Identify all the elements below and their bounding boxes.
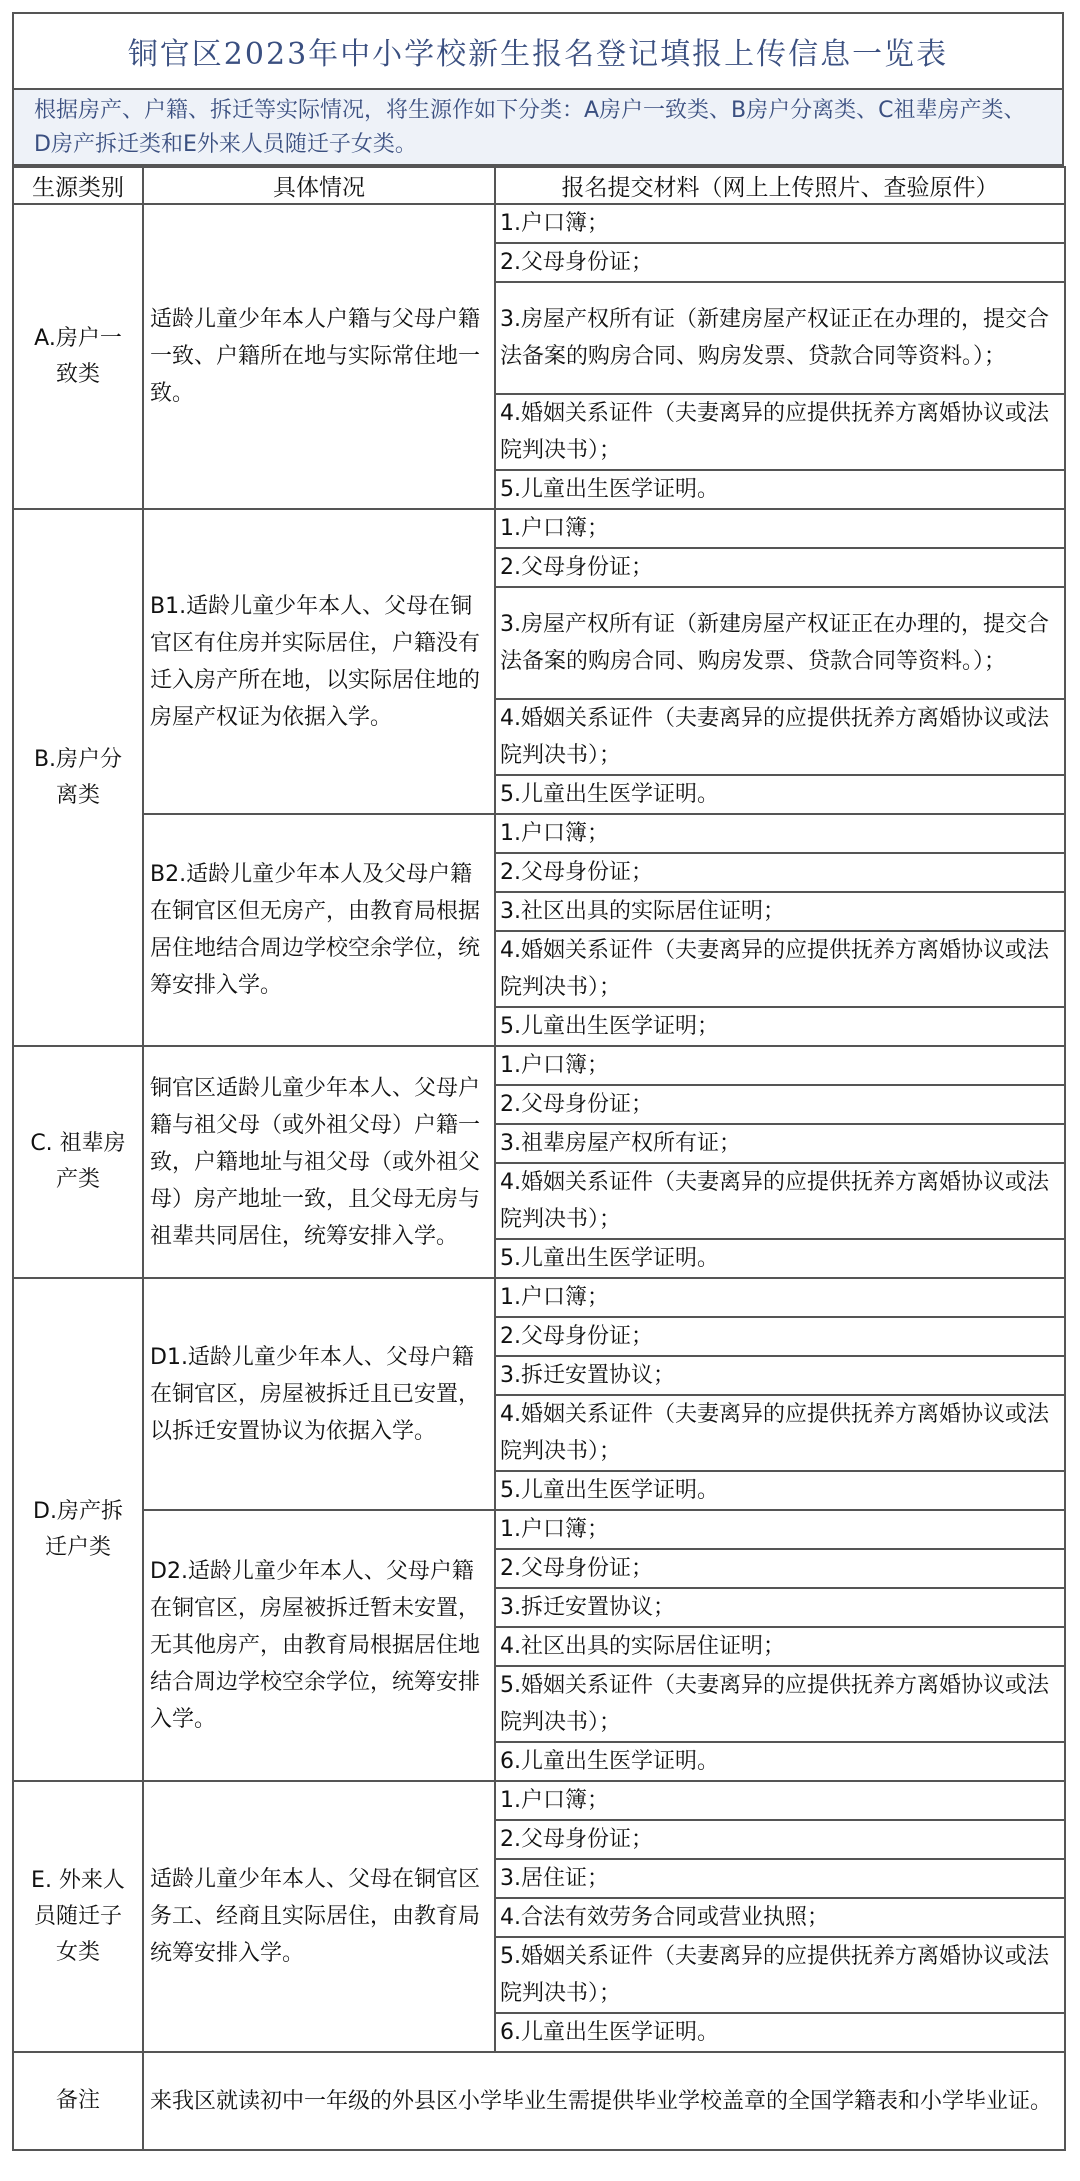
material-item: 1.户口簿； (495, 204, 1065, 243)
material-item: 4.社区出具的实际居住证明； (495, 1627, 1065, 1666)
material-item: 2.父母身份证； (495, 1820, 1065, 1859)
material-item: 2.父母身份证； (495, 1317, 1065, 1356)
material-item: 4.合法有效劳务合同或营业执照； (495, 1898, 1065, 1937)
category-b: B.房户分离类 (13, 509, 143, 1046)
situation-a: 适龄儿童少年本人户籍与父母户籍一致、户籍所在地与实际常住地一致。 (143, 204, 495, 509)
material-item: 5.儿童出生医学证明。 (495, 775, 1065, 814)
situation-b1: B1.适龄儿童少年本人、父母在铜官区有住房并实际居住，户籍没有迁入房产所在地，以实际居住地的房屋产权证为依据入学。 (143, 509, 495, 814)
material-item: 3.拆迁安置协议； (495, 1588, 1065, 1627)
material-item: 3.房屋产权所有证（新建房屋产权证正在办理的，提交合法备案的购房合同、购房发票、贷款合同等资料。）； (495, 587, 1065, 699)
category-d: D.房产拆迁户类 (13, 1278, 143, 1781)
material-item: 2.父母身份证； (495, 548, 1065, 587)
material-item: 5.儿童出生医学证明。 (495, 1239, 1065, 1278)
registration-table (12, 166, 1066, 2151)
material-item: 5.儿童出生医学证明。 (495, 470, 1065, 509)
material-item: 2.父母身份证； (495, 243, 1065, 282)
material-item: 5.婚姻关系证件（夫妻离异的应提供抚养方离婚协议或法院判决书）； (495, 1666, 1065, 1742)
situation-d1: D1.适龄儿童少年本人、父母户籍在铜官区，房屋被拆迁且已安置，以拆迁安置协议为依据入学。 (143, 1278, 495, 1510)
material-item: 2.父母身份证； (495, 1085, 1065, 1124)
material-item: 3.居住证； (495, 1859, 1065, 1898)
material-item: 5.儿童出生医学证明； (495, 1007, 1065, 1046)
note-row (13, 2052, 1065, 2150)
situation-b2: B2.适龄儿童少年本人及父母户籍在铜官区但无房产，由教育局根据居住地结合周边学校空余学位，统筹安排入学。 (143, 814, 495, 1046)
category-a: A.房户一致类 (13, 204, 143, 509)
material-item: 3.社区出具的实际居住证明； (495, 892, 1065, 931)
material-item: 3.房屋产权所有证（新建房屋产权证正在办理的，提交合法备案的购房合同、购房发票、贷款合同等资料。）； (495, 282, 1065, 394)
header-situation: 具体情况 (143, 167, 495, 204)
material-item: 1.户口簿； (495, 509, 1065, 548)
material-item: 4.婚姻关系证件（夫妻离异的应提供抚养方离婚协议或法院判决书）； (495, 1395, 1065, 1471)
material-item: 4.婚姻关系证件（夫妻离异的应提供抚养方离婚协议或法院判决书）； (495, 699, 1065, 775)
material-item: 6.儿童出生医学证明。 (495, 1742, 1065, 1781)
table-row (13, 814, 1065, 853)
category-c: C. 祖辈房产类 (13, 1046, 143, 1278)
material-item: 5.婚姻关系证件（夫妻离异的应提供抚养方离婚协议或法院判决书）； (495, 1937, 1065, 2013)
material-item: 1.户口簿； (495, 814, 1065, 853)
intro-text: 根据房产、户籍、拆迁等实际情况，将生源作如下分类：A房户一致类、B房户分离类、C祖辈房产类、D房产拆迁类和E外来人员随迁子女类。 (12, 90, 1064, 166)
header-category: 生源类别 (13, 167, 143, 204)
material-item: 5.儿童出生医学证明。 (495, 1471, 1065, 1510)
material-item: 2.父母身份证； (495, 1549, 1065, 1588)
material-item: 6.儿童出生医学证明。 (495, 2013, 1065, 2052)
table-row (13, 509, 1065, 548)
table-row (13, 1278, 1065, 1317)
material-item: 1.户口簿； (495, 1781, 1065, 1820)
material-item: 1.户口簿； (495, 1278, 1065, 1317)
table-row (13, 1046, 1065, 1085)
material-item: 3.拆迁安置协议； (495, 1356, 1065, 1395)
page-title: 铜官区2023年中小学校新生报名登记填报上传信息一览表 (12, 12, 1064, 90)
material-item: 2.父母身份证； (495, 853, 1065, 892)
table-row (13, 1510, 1065, 1549)
situation-e: 适龄儿童少年本人、父母在铜官区务工、经商且实际居住，由教育局统筹安排入学。 (143, 1781, 495, 2052)
header-materials: 报名提交材料（网上上传照片、查验原件） (495, 167, 1065, 204)
material-item: 4.婚姻关系证件（夫妻离异的应提供抚养方离婚协议或法院判决书）； (495, 931, 1065, 1007)
table-row (13, 1781, 1065, 1820)
material-item: 1.户口簿； (495, 1046, 1065, 1085)
table-header-row (13, 167, 1065, 204)
registration-sheet (12, 12, 1064, 2151)
category-e: E. 外来人员随迁子女类 (13, 1781, 143, 2052)
note-text: 来我区就读初中一年级的外县区小学毕业生需提供毕业学校盖章的全国学籍表和小学毕业证。 (143, 2052, 1065, 2150)
material-item: 1.户口簿； (495, 1510, 1065, 1549)
material-item: 4.婚姻关系证件（夫妻离异的应提供抚养方离婚协议或法院判决书）； (495, 1163, 1065, 1239)
material-item: 4.婚姻关系证件（夫妻离异的应提供抚养方离婚协议或法院判决书）； (495, 394, 1065, 470)
note-label: 备注 (13, 2052, 143, 2150)
material-item: 3.祖辈房屋产权所有证； (495, 1124, 1065, 1163)
situation-d2: D2.适龄儿童少年本人、父母户籍在铜官区，房屋被拆迁暂未安置，无其他房产，由教育局根据居住地结合周边学校空余学位，统筹安排入学。 (143, 1510, 495, 1781)
table-row (13, 204, 1065, 243)
situation-c: 铜官区适龄儿童少年本人、父母户籍与祖父母（或外祖父母）户籍一致，户籍地址与祖父母（或外祖父母）房产地址一致，且父母无房与祖辈共同居住，统筹安排入学。 (143, 1046, 495, 1278)
